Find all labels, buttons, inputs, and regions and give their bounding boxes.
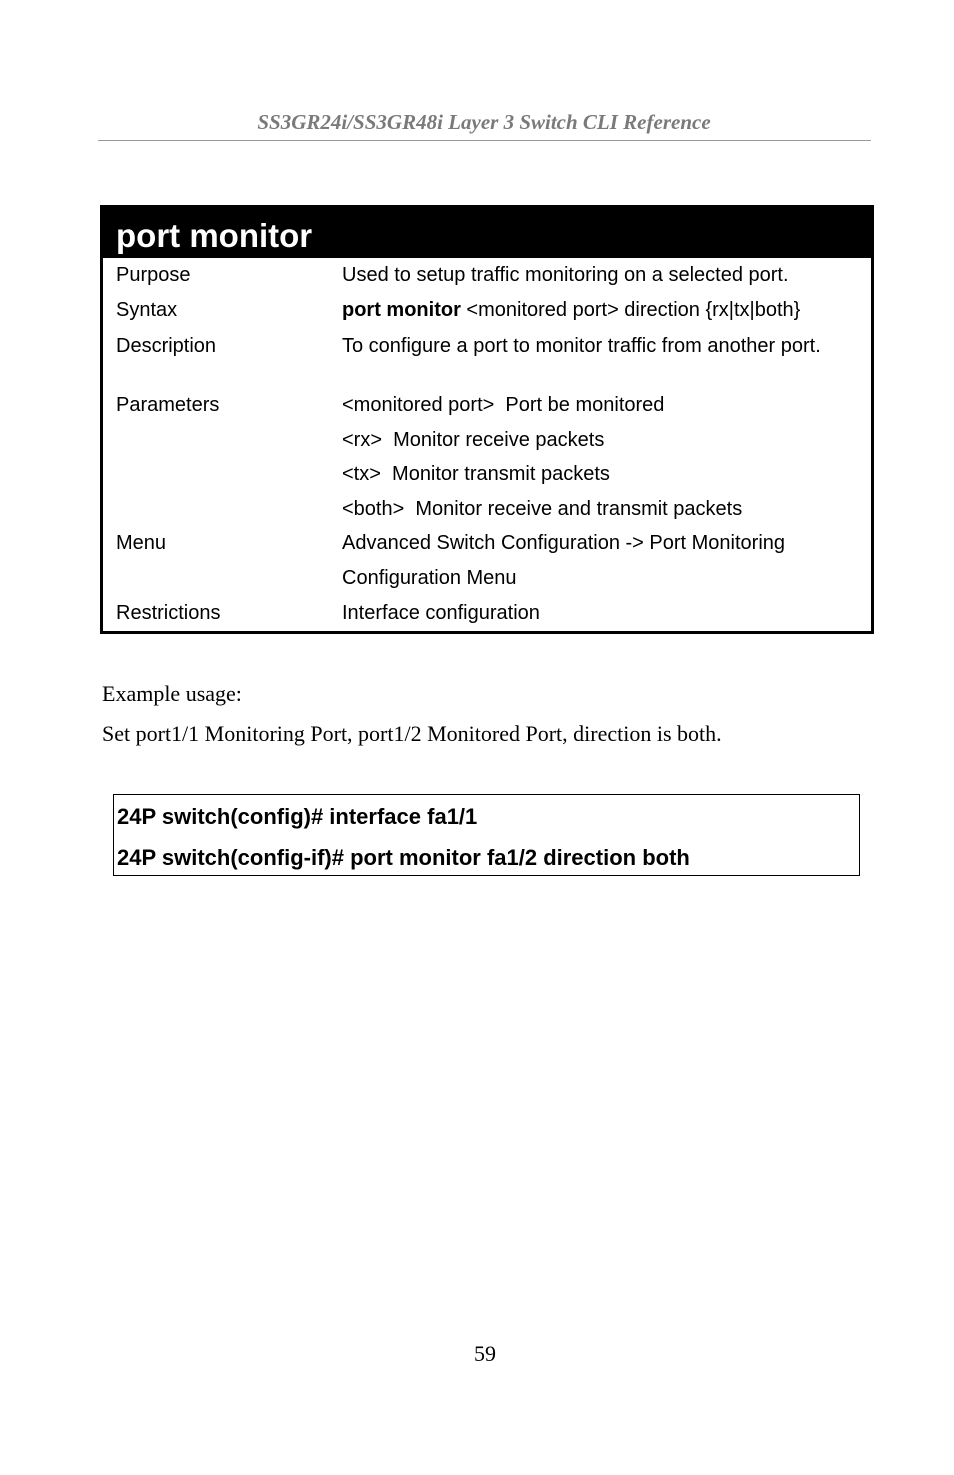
row-label: Parameters [116, 394, 220, 416]
row-label: Purpose [116, 264, 191, 286]
row-value: <rx> Monitor receive packets [342, 429, 605, 451]
code-line: 24P switch(config-if)# port monitor fa1/2 direction both [117, 845, 690, 870]
syntax-command: port monitor [342, 299, 461, 321]
example-code-block [113, 794, 860, 876]
row-label: Restrictions [116, 602, 221, 624]
row-label: Menu [116, 532, 167, 554]
running-header: SS3GR24i/SS3GR48i Layer 3 Switch CLI Reference [257, 110, 711, 134]
row-value: <tx> Monitor transmit packets [342, 463, 610, 485]
row-value: <both> Monitor receive and transmit packets [342, 498, 743, 520]
row-value: <monitored port> Port be monitored [342, 394, 665, 416]
row-value: Configuration Menu [342, 567, 517, 589]
example-heading: Example usage: [102, 681, 242, 706]
header-divider [98, 140, 871, 141]
page-number: 59 [474, 1341, 496, 1366]
row-label: Description [116, 335, 217, 357]
command-title: port monitor [103, 208, 871, 258]
row-value: Advanced Switch Configuration -> Port Monitoring [342, 532, 786, 554]
row-value: To configure a port to monitor traffic from another port. [342, 335, 821, 357]
syntax-arguments: <monitored port> direction {rx|tx|both} [460, 299, 801, 321]
row-label: Syntax [116, 299, 178, 321]
row-value: Interface configuration [342, 602, 540, 624]
row-value [342, 298, 852, 322]
code-line: 24P switch(config)# interface fa1/1 [117, 804, 478, 829]
command-table [100, 205, 874, 634]
row-value: Used to setup traffic monitoring on a selected port. [342, 264, 789, 286]
example-description: Set port1/1 Monitoring Port, port1/2 Monitored Port, direction is both. [102, 721, 722, 746]
